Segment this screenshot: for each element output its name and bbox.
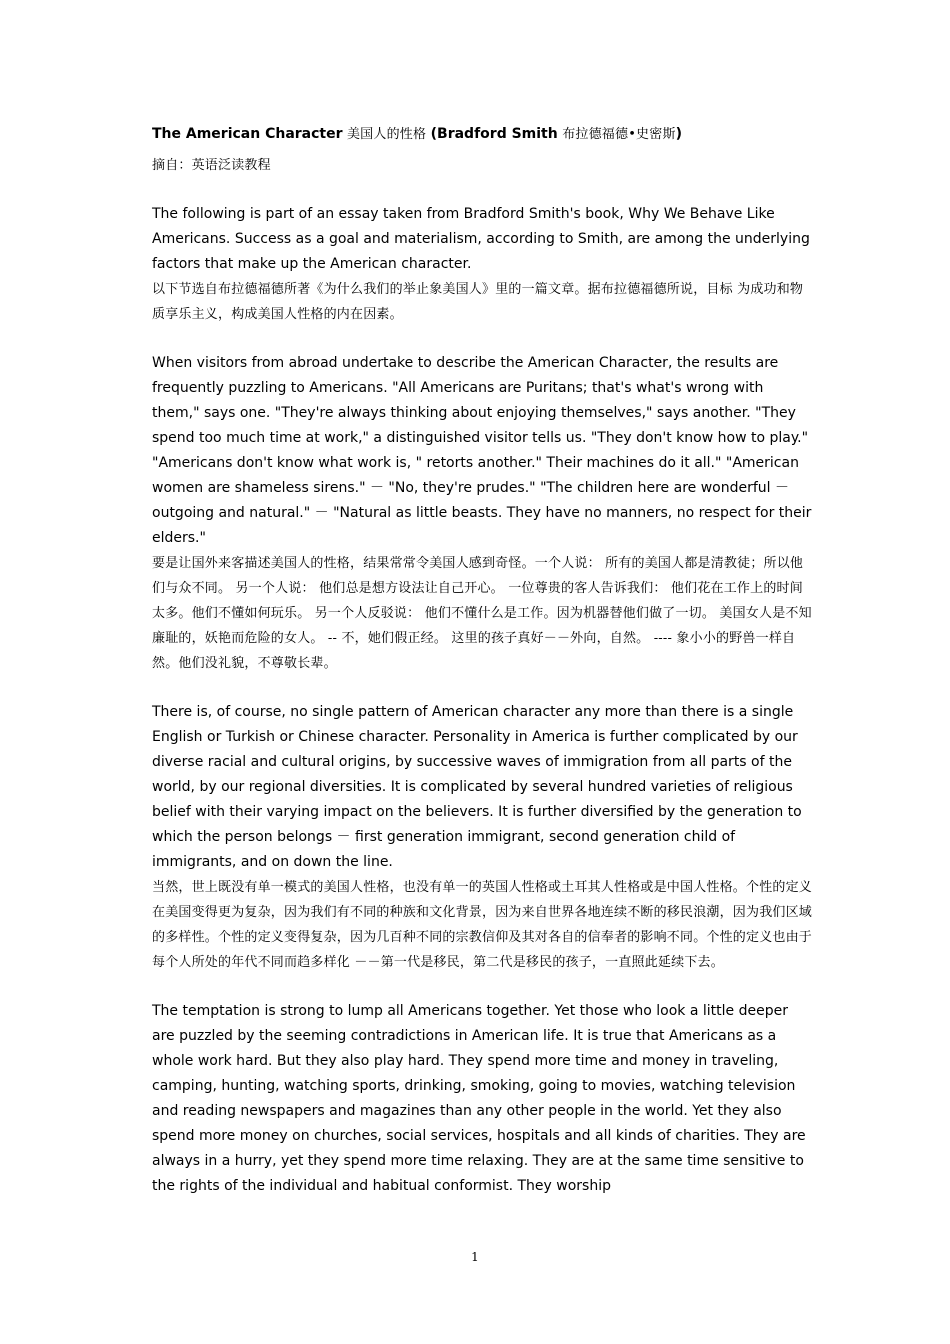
paragraph-1-english: The following is part of an essay taken from Bradford Smith's book, Why We Behave Like Americans. Success as a goal and materialism, according to Smith, are among the underlying factors that make up the American character. (152, 206, 810, 272)
paragraph-spacer (152, 975, 812, 999)
source-note: 摘自：英语泛读教程 (152, 158, 271, 173)
author-chinese: 布拉德福德•史密斯 (562, 127, 676, 142)
document-title (152, 122, 812, 147)
paragraph-spacer (152, 676, 812, 700)
paragraph-1-chinese: 以下节选自布拉德福德所著《为什么我们的举止象美国人》里的一篇文章。据布拉德福德所说，目标 为成功和物质享乐主义，构成美国人性格的内在因素。 (152, 282, 804, 322)
paragraph-2-chinese: 要是让国外来客描述美国人的性格，结果常常令美国人感到奇怪。一个人说： 所有的美国人都是清教徒；所以他们与众不同。 另一个人说： 他们总是想方设法让自己开心。 一位尊贵的客人告诉我们： 他们花在工作上的时间太多。他们不懂如何玩乐。 另一个人反驳说： 他们不懂什么是工作。因为机器替他们做了一切。 美国女人是不知廉耻的，妖艳而危险的女人。 -- 不，她们假正经。 这里的孩子真好－－外向，自然。 ---- 象小小的野兽一样自然。他们没礼貌，不尊敬长辈。 (152, 556, 812, 671)
author-close-paren: ) (675, 126, 683, 142)
paragraph-3-chinese: 当然，世上既没有单一模式的美国人性格，也没有单一的英国人性格或土耳其人性格或是中国人性格。个性的定义在美国变得更为复杂，因为我们有不同的种族和文化背景，因为来自世界各地连续不断的移民浪潮，因为我们区域的多样性。个性的定义变得复杂，因为几百种不同的宗教信仰及其对各自的信奉者的影响不同。个性的定义也由于每个人所处的年代不同而趋多样化 －－第一代是移民，第二代是移民的孩子，一直照此延续下去。 (152, 880, 813, 970)
title-chinese: 美国人的性格 (346, 127, 427, 142)
document-page (152, 122, 812, 1199)
author-english: (Bradford Smith (430, 126, 558, 142)
paragraph-3-english: There is, of course, no single pattern of American character any more than there is a single English or Turkish or Chinese character. Personality in America is further complicated by our diverse racial and cultural origins, by successive waves of immigration from all parts of the world, by our regional diversities. It is complicated by several hundred varieties of religious belief with their varying impact on the believers. It is further diversified by the generation to which the person belongs － first generation immigrant, second generation child of immigrants, and on down the line. (152, 704, 802, 870)
paragraph-4-english: The temptation is strong to lump all Americans together. Yet those who look a little deeper are puzzled by the seeming contradictions in American life. It is true that Americans as a whole work hard. But they also play hard. They spend more time and money in traveling, camping, hunting, watching sports, drinking, smoking, going to movies, watching television and reading newspapers and magazines than any other people in the world. Yet they also spend more money on churches, social services, hospitals and all kinds of charities. They are always in a hurry, yet they spend more time relaxing. They are at the same time sensitive to the rights of the individual and habitual conformist. They worship (152, 1003, 806, 1194)
paragraph-2-english: When visitors from abroad undertake to describe the American Character, the results are frequently puzzling to Americans. "All Americans are Puritans; that's what's wrong with them," says one. "They're always thinking about enjoying themselves," says another. "They spend too much time at work," a distinguished visitor tells us. "They don't know how to play." "Americans don't know what work is, " retorts another." Their machines do it all." "American women are shameless sirens." － "No, they're prudes." "The children here are wonderful － outgoing and natural." － "Natural as little beasts. They have no manners, no respect for their elders." (152, 355, 812, 546)
paragraph-spacer (152, 178, 812, 202)
title-english: The American Character (152, 126, 343, 142)
paragraph-spacer (152, 327, 812, 351)
page-number: 1 (471, 1250, 479, 1264)
